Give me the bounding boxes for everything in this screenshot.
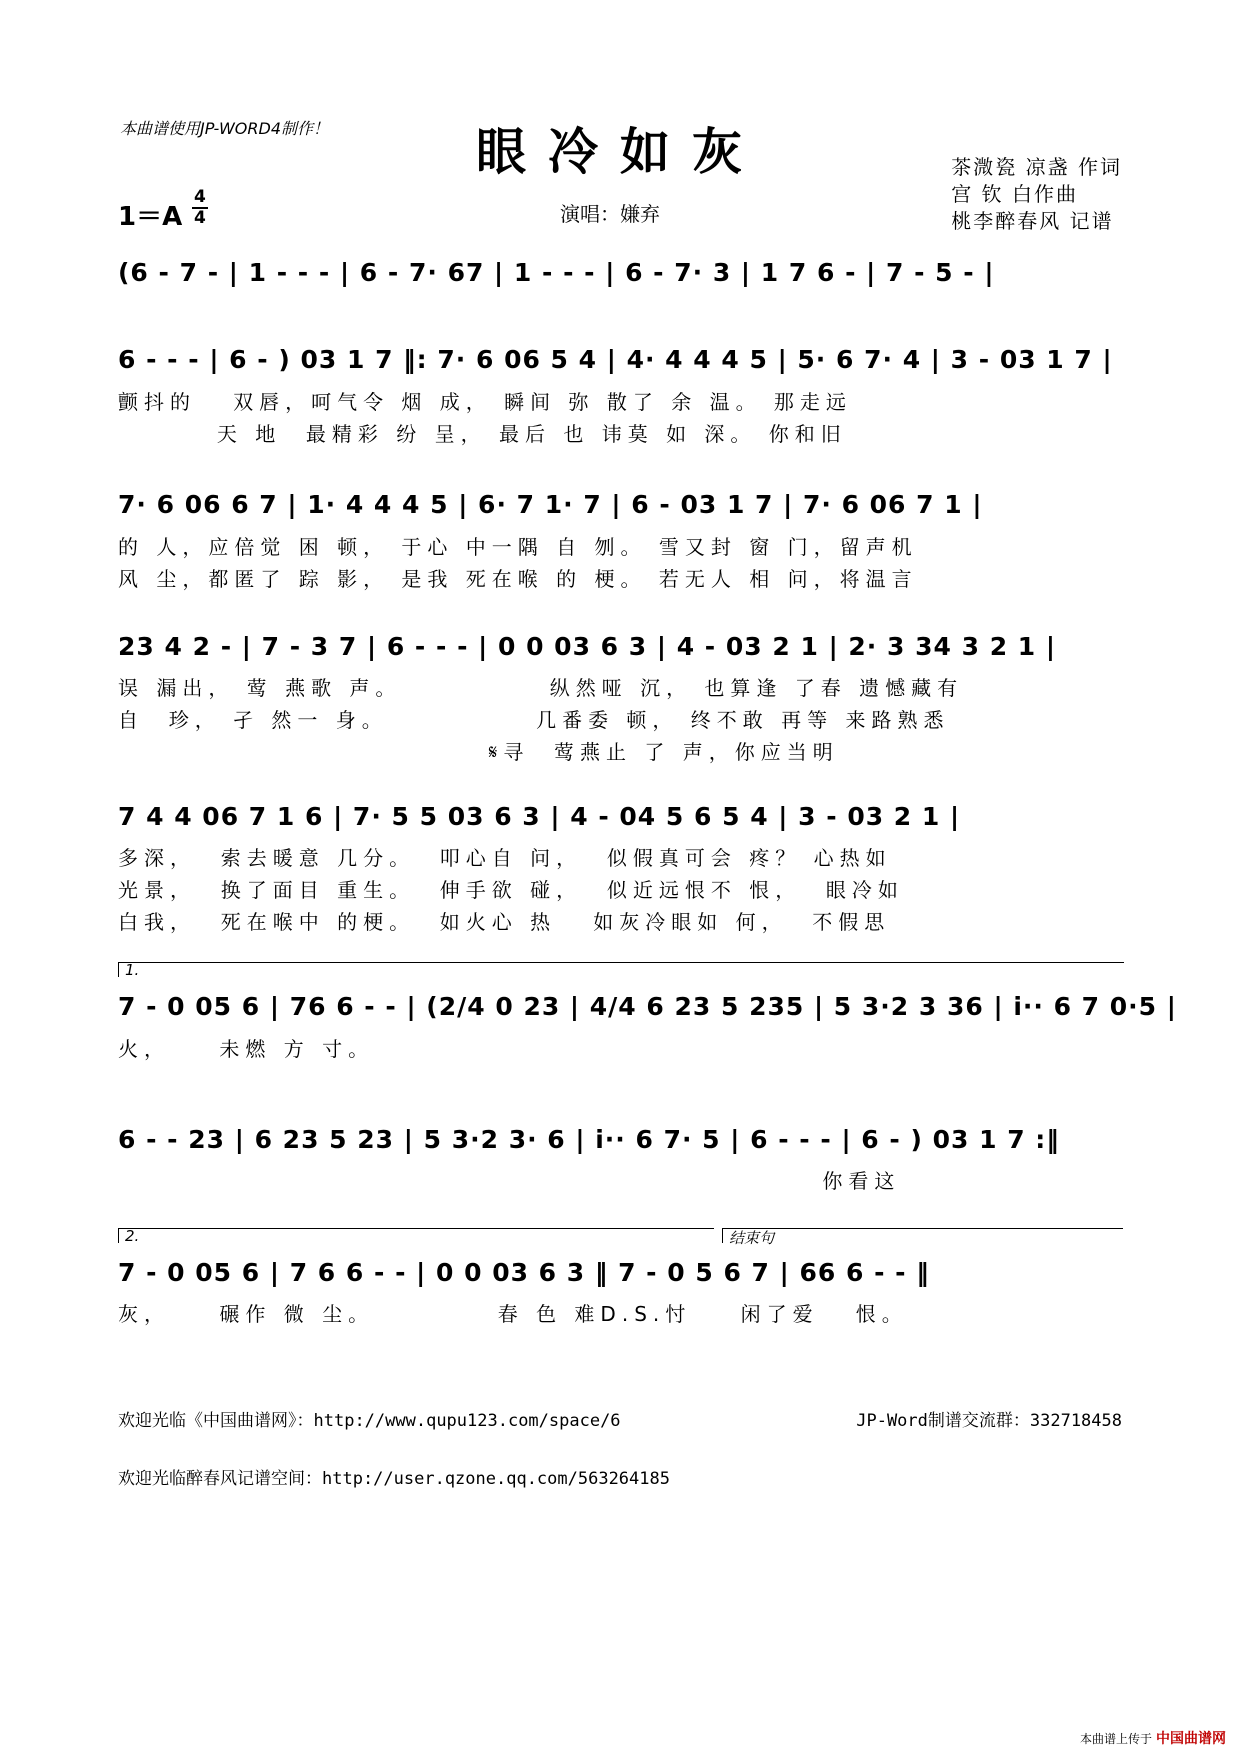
lyric-line-5-verse-1: 多深， 索去暖意 几分。 叩心自 问， 似假真可会 疼？ 心热如 — [118, 846, 892, 870]
lyric-line-2-verse-1: 颤抖的 双唇，呵气令 烟 成， 瞬间 弥 散了 余 温。 那走远 — [118, 390, 852, 414]
transcriber-credit: 桃李醉春风 记谱 — [951, 209, 1114, 233]
coda-label: 结束句 — [729, 1229, 775, 1247]
lyric-line-6: 火， 未燃 方 寸。 — [118, 1037, 375, 1061]
lyric-line-2-verse-2: 天 地 最精彩 纷 呈， 最后 也 讳莫 如 深。 你和旧 — [118, 422, 847, 446]
lyric-line-4-verse-1: 误 漏出， 莺 燕歌 声。 纵然哑 沉， 也算逢 了春 遗憾藏有 — [118, 676, 964, 700]
footer-space-link[interactable]: 欢迎光临醉春风记谱空间：http://user.qzone.qq.com/563264185 — [118, 1469, 670, 1489]
lyric-line-4-verse-2: 自 珍， 孑 然一 身。 几番委 顿， 终不敢 再等 来路熟悉 — [118, 708, 950, 732]
first-ending-bracket — [118, 962, 1124, 977]
score-line-8: 7 - 0 05 6 | 7 6 6 - - | 0 0 03 6 3 ‖ 7 - 0 5 6 7 | 66 6 - - ‖ — [118, 1258, 930, 1287]
score-line-6: 7 - 0 05 6 | 76 6 - - | (2/4 0 23 | 4/4 6 23 5 235 | 5 3·2 3 36 | i·· 6 7 0·5 | — [118, 992, 1177, 1021]
key-signature: 1＝A — [118, 202, 183, 232]
score-line-5: 7 4 4 06 7 1 6 | 7· 5 5 03 6 3 | 4 - 04 5 6 5 4 | 3 - 03 2 1 | — [118, 802, 961, 831]
lyric-line-5-verse-3: 白我， 死在喉中 的梗。 如火心 热 如灰冷眼如 何， 不假思 — [118, 910, 891, 934]
second-ending-bracket — [118, 1228, 714, 1243]
score-line-4: 23 4 2 - | 7 - 3 7 | 6 - - - | 0 0 03 6 3 | 4 - 03 2 1 | 2· 3 34 3 2 1 | — [118, 632, 1057, 661]
score-line-2: 6 - - - | 6 - ) 03 1 7 ‖: 7· 6 06 5 4 | 4· 4 4 4 5 | 5· 6 7· 4 | 3 - 03 1 7 | — [118, 345, 1113, 374]
lyric-line-3-verse-2: 风 尘，都匿了 踪 影， 是我 死在喉 的 梗。 若无人 相 问，将温言 — [118, 567, 918, 591]
made-with-note: 本曲谱使用JP-WORD4制作！ — [120, 119, 330, 138]
footer-site-link[interactable]: 欢迎光临《中国曲谱网》：http://www.qupu123.com/space/6 — [118, 1411, 621, 1431]
lyric-line-7: 你看这 — [118, 1169, 901, 1193]
score-line-1: (6 - 7 - | 1 - - - | 6 - 7· 67 | 1 - - - | 6 - 7· 3 | 1 7 6 - | 7 - 5 - | — [118, 258, 995, 287]
time-signature — [192, 188, 208, 228]
singer-credit: 演唱：嫌弃 — [560, 202, 660, 226]
footer-group-number: JP-Word制谱交流群：332718458 — [856, 1411, 1122, 1431]
first-ending-label: 1. — [125, 961, 140, 979]
second-ending-label: 2. — [125, 1227, 140, 1245]
score-line-7: 6 - - 23 | 6 23 5 23 | 5 3·2 3· 6 | i·· 6 7· 5 | 6 - - - | 6 - ) 03 1 7 :‖ — [118, 1125, 1060, 1154]
lyric-line-3-verse-1: 的 人，应倍觉 困 顿， 于心 中一隅 自 刎。 雪又封 窗 门，留声机 — [118, 535, 918, 559]
time-signature-bottom: 4 — [194, 208, 206, 228]
composer-credit: 宫 钦 白作曲 — [951, 182, 1078, 206]
time-signature-top: 4 — [194, 187, 206, 207]
lyric-line-5-verse-2: 光景， 换了面目 重生。 伸手欲 碰， 似近远恨不 恨， 眼冷如 — [118, 878, 904, 902]
page-title: 眼冷如灰 — [476, 122, 764, 181]
coda-bracket — [722, 1228, 1123, 1247]
credits-block — [951, 154, 1122, 235]
lyric-line-8: 灰， 碾作 微 尘。 春 色 难D.S.忖 闲了爱 恨。 — [118, 1302, 908, 1326]
site-logo — [1080, 1728, 1226, 1748]
upload-note: 本曲谱上传于 — [1079, 1732, 1152, 1746]
lyricist-credit: 茶溦瓷 凉盏 作词 — [951, 155, 1122, 179]
lyric-line-4-verse-3: 𝄋寻 莺燕止 了 声，你应当明 — [118, 740, 839, 764]
score-line-3: 7· 6 06 6 7 | 1· 4 4 4 5 | 6· 7 1· 7 | 6 - 03 1 7 | 7· 6 06 7 1 | — [118, 490, 983, 519]
site-logo-text: 中国曲谱网 — [1156, 1731, 1226, 1747]
